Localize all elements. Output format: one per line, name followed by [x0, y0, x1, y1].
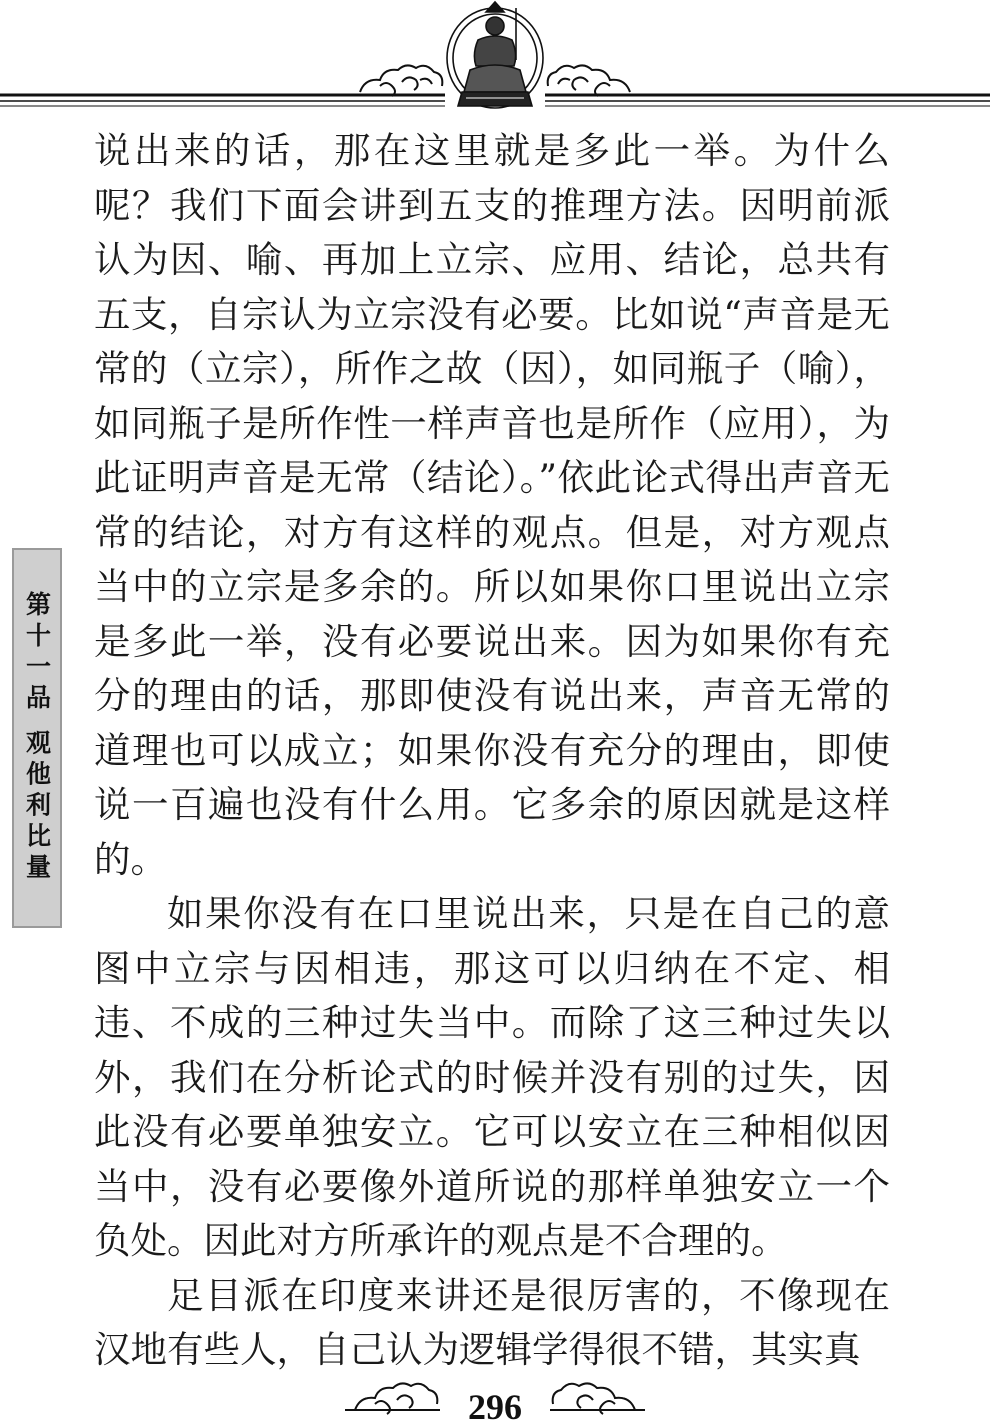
chapter-side-tab	[12, 548, 62, 928]
left-cloud-icon	[360, 65, 442, 96]
header-rules-and-clouds	[0, 0, 990, 112]
footer-left-cloud-icon	[345, 1383, 440, 1414]
footer-right-cloud-icon	[550, 1383, 645, 1414]
page-header-ornament	[0, 0, 990, 112]
right-cloud-icon	[548, 65, 630, 96]
page-body-text	[94, 124, 890, 1378]
chapter-side-tab-label: 第十一品 观他利比量	[22, 591, 52, 885]
deity-figure-icon	[447, 2, 543, 108]
page-number: 296	[468, 1387, 522, 1427]
paragraph-2: 如果你没有在口里说出来，只是在自己的意图中立宗与因相违，那这可以归纳在不定、相违、不成的三种过失当中。而除了这三种过失以外，我们在分析论式的时候并没有别的过失，因此没有必要单独安立。它可以安立在三种相似因当中，没有必要像外道所说的那样单独安立一个负处。因此对方所承许的观点是不合理的。	[94, 892, 890, 1262]
paragraph-1: 说出来的话，那在这里就是多此一举。为什么呢？我们下面会讲到五支的推理方法。因明前派认为因、喻、再加上立宗、应用、结论，总共有五支，自宗认为立宗没有必要。比如说“声音是无常的（立宗），所作之故（因），如同瓶子（喻），如同瓶子是所作性一样声音也是所作（应用），为此证明声音是无常（结论）。”依此论式得出声音无常的结论，对方有这样的观点。但是，对方观点当中的立宗是多余的。所以如果你口里说出立宗是多此一举，没有必要说出来。因为如果你有充分的理由的话，那即使没有说出来，声音无常的道理也可以成立；如果你没有充分的理由，即使说一百遍也没有什么用。它多余的原因就是这样的。	[94, 129, 890, 881]
paragraph-3: 足目派在印度来讲还是很厉害的，不像现在汉地有些人，自己认为逻辑学得很不错，其实真	[94, 1273, 890, 1371]
